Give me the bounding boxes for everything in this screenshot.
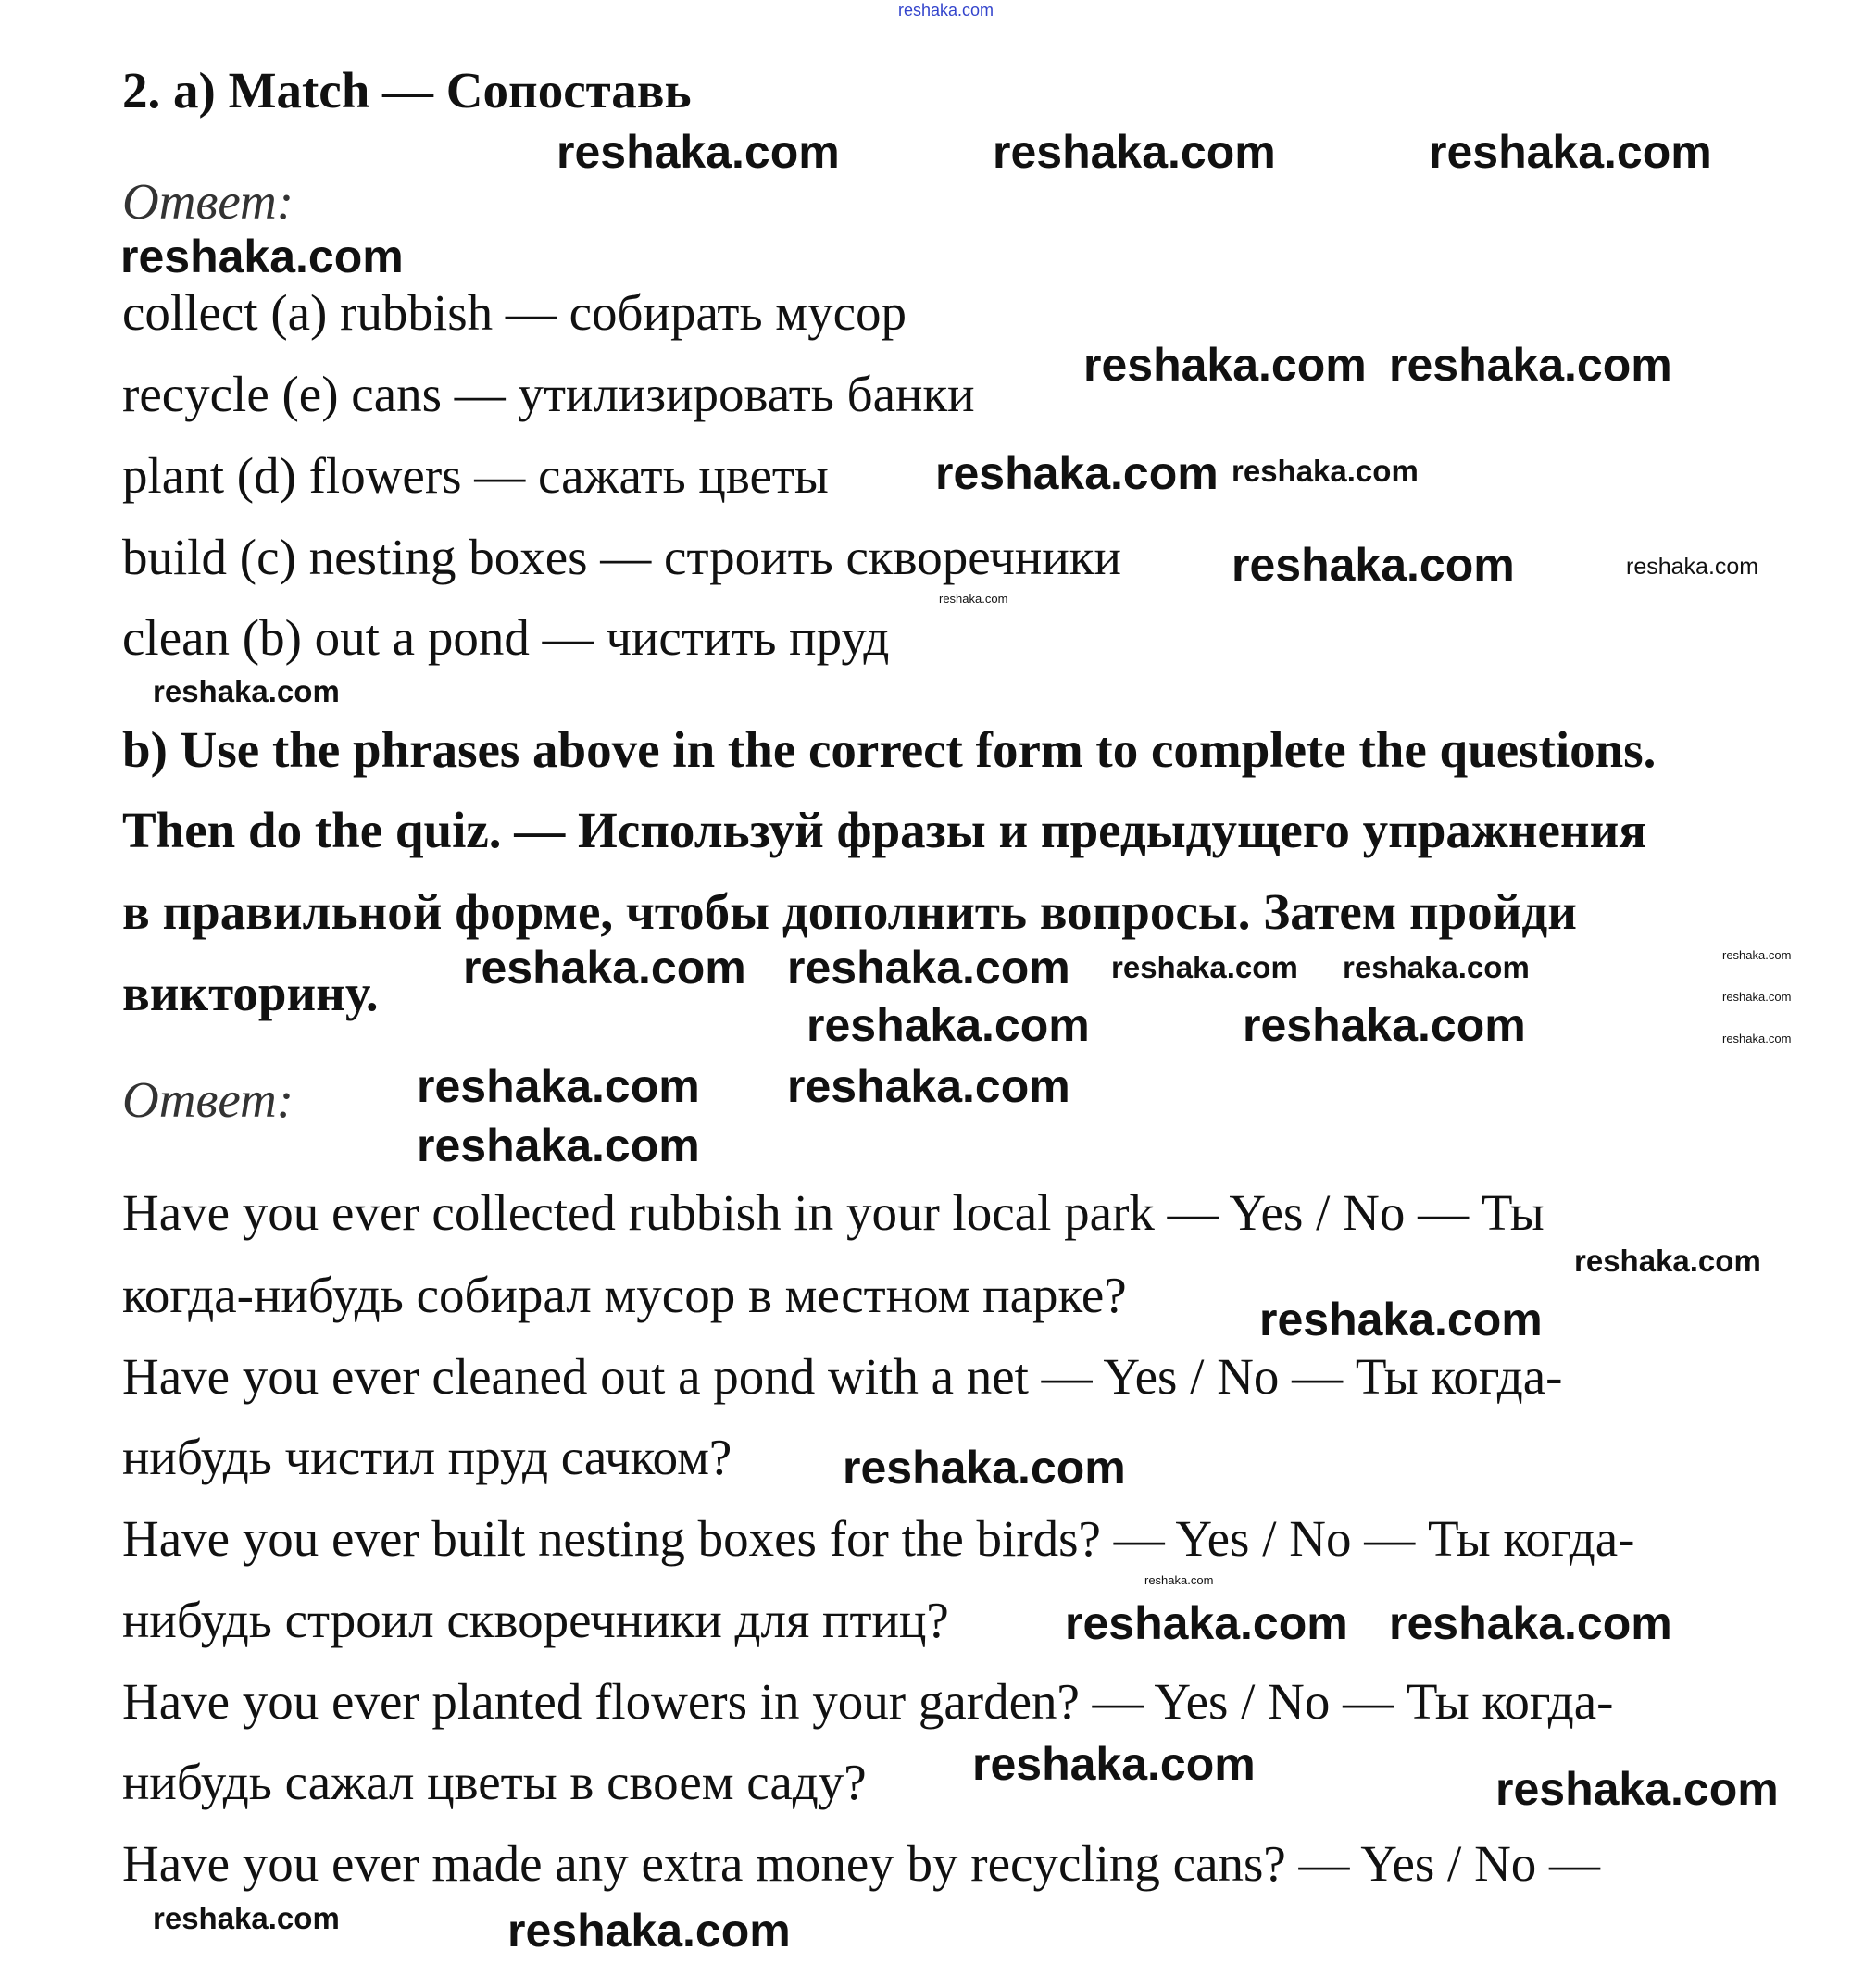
exercise-title: 2. a) Match — Сопоставь: [122, 62, 692, 119]
watermark: reshaka.com: [1065, 1597, 1348, 1649]
watermark: reshaka.com: [787, 1060, 1070, 1112]
watermark: reshaka.com: [1232, 454, 1419, 488]
match-item: build (c) nesting boxes — строить скворечники: [122, 529, 1121, 585]
watermark: reshaka.com: [1495, 1763, 1779, 1815]
quiz-line: нибудь строил скворечники для птиц?: [122, 1592, 949, 1648]
watermark: reshaka.com: [417, 1119, 700, 1171]
answer-label: Ответ:: [122, 173, 294, 230]
quiz-line: Have you ever made any extra money by recycling cans? — Yes / No —: [122, 1835, 1601, 1892]
watermark: reshaka.com: [898, 1, 994, 19]
watermark: reshaka.com: [1083, 339, 1367, 391]
watermark: reshaka.com: [1722, 948, 1792, 962]
watermark: reshaka.com: [557, 126, 840, 178]
watermark: reshaka.com: [1144, 1573, 1214, 1587]
watermark: reshaka.com: [1429, 126, 1712, 178]
watermark: reshaka.com: [463, 942, 746, 994]
quiz-line: Have you ever collected rubbish in your local park — Yes / No — Ты: [122, 1184, 1545, 1241]
quiz-line: нибудь чистил пруд сачком?: [122, 1429, 732, 1485]
watermark: reshaka.com: [993, 126, 1276, 178]
quiz-line: Have you ever built nesting boxes for the birds? — Yes / No — Ты когда-: [122, 1510, 1635, 1567]
watermark: reshaka.com: [417, 1060, 700, 1112]
watermark: reshaka.com: [1343, 950, 1530, 984]
watermark: reshaka.com: [972, 1738, 1256, 1790]
watermark: reshaka.com: [507, 1905, 791, 1957]
match-item: clean (b) out a pond — чистить пруд: [122, 609, 890, 666]
watermark: reshaka.com: [843, 1442, 1126, 1494]
quiz-line: Have you ever planted flowers in your garden? — Yes / No — Ты когда-: [122, 1673, 1614, 1730]
watermark: reshaka.com: [153, 1901, 340, 1935]
watermark: reshaka.com: [1722, 1032, 1792, 1045]
part-b-title: в правильной форме, чтобы дополнить вопросы. Затем пройди: [122, 883, 1577, 940]
watermark: reshaka.com: [1111, 950, 1298, 984]
answer-label: Ответ:: [122, 1071, 294, 1128]
quiz-line: Have you ever cleaned out a pond with a net — Yes / No — Ты когда-: [122, 1348, 1563, 1405]
watermark: reshaka.com: [1243, 999, 1526, 1051]
match-item: plant (d) flowers — сажать цветы: [122, 447, 829, 504]
quiz-line: когда-нибудь собирал мусор в местном парке?: [122, 1267, 1127, 1323]
watermark: reshaka.com: [939, 592, 1008, 606]
watermark: reshaka.com: [1389, 1597, 1672, 1649]
match-item: collect (a) rubbish — собирать мусор: [122, 284, 907, 341]
watermark: reshaka.com: [1232, 539, 1515, 591]
watermark: reshaka.com: [153, 674, 340, 708]
watermark: reshaka.com: [1574, 1244, 1761, 1278]
watermark: reshaka.com: [120, 231, 404, 282]
watermark: reshaka.com: [1259, 1294, 1543, 1345]
quiz-line: нибудь сажал цветы в своем саду?: [122, 1754, 867, 1810]
watermark: reshaka.com: [787, 942, 1070, 994]
part-b-title: Then do the quiz. — Используй фразы и предыдущего упражнения: [122, 802, 1647, 858]
part-b-title: викторину.: [122, 965, 379, 1021]
watermark: reshaka.com: [1722, 990, 1792, 1004]
watermark: reshaka.com: [935, 447, 1219, 499]
watermark: reshaka.com: [1389, 339, 1672, 391]
watermark: reshaka.com: [1626, 554, 1759, 580]
part-b-title: b) Use the phrases above in the correct form to complete the questions.: [122, 721, 1657, 778]
watermark: reshaka.com: [807, 999, 1090, 1051]
match-item: recycle (e) cans — утилизировать банки: [122, 366, 975, 422]
